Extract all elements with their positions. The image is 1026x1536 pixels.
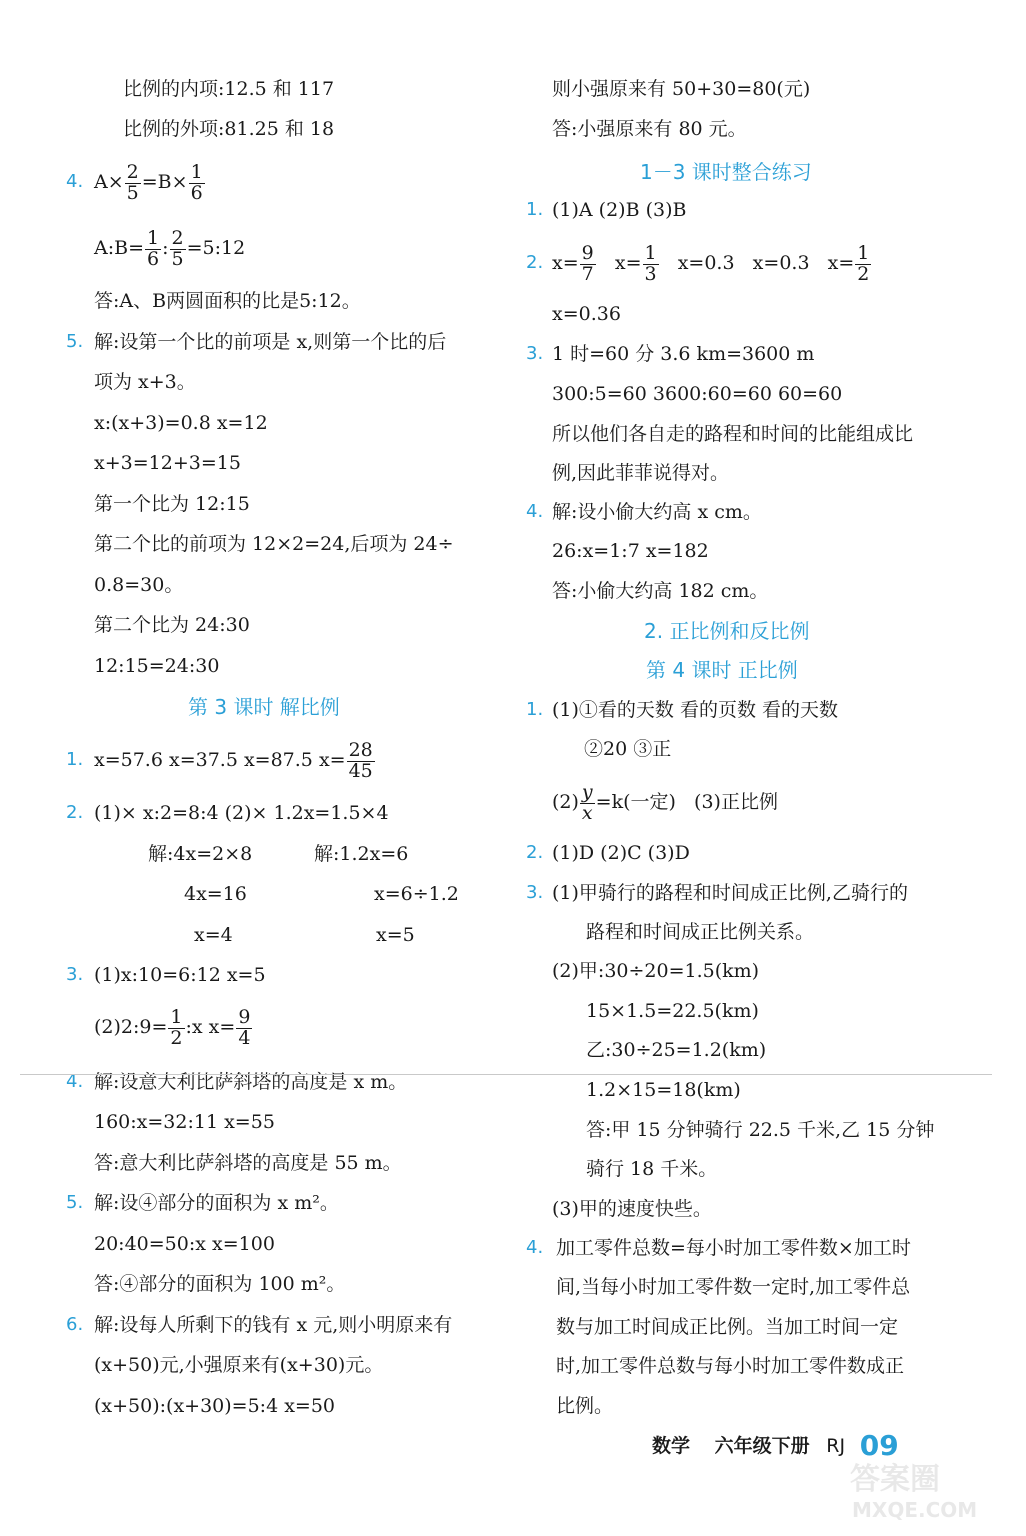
page-number: 09 xyxy=(859,1429,899,1462)
text-line: (1)A (2)B (3)B xyxy=(552,199,687,221)
text-line: 1.2×15=18(km) xyxy=(586,1079,741,1101)
text-line: 160:x=32:11 x=55 xyxy=(94,1111,275,1133)
fraction: $\frac{1}{6}$ xyxy=(147,226,160,270)
question-number: 3. xyxy=(526,882,544,903)
text-line: 比例。 xyxy=(556,1395,614,1417)
text-line: x=4 xyxy=(194,924,233,946)
equation-line: A× $\frac{2}{5}$ =B× $\frac{1}{6}$ xyxy=(94,160,203,204)
question-number: 1. xyxy=(66,749,84,770)
watermark-logo xyxy=(840,1455,1000,1525)
section-heading: 第 4 课时 正比例 xyxy=(646,658,798,682)
text-line: ②20 ③正 xyxy=(584,738,672,760)
equation-line: x=57.6 x=37.5 x=87.5 x= $\frac{28}{45}$ xyxy=(94,738,373,782)
question-number: 4. xyxy=(66,171,84,192)
text-line: 例,因此菲菲说得对。 xyxy=(552,462,730,484)
text-line: (1)D (2)C (3)D xyxy=(552,842,690,864)
text-line: 则小强原来有 50+30=80(元) xyxy=(552,78,811,100)
question-number: 4. xyxy=(526,501,544,522)
fold-divider xyxy=(20,1074,992,1075)
text-line: 第二个比为 24:30 xyxy=(94,614,250,636)
question-number: 3. xyxy=(66,964,84,985)
text-line: (2)甲:30÷20=1.5(km) xyxy=(552,960,760,982)
equation-line: (2) $\frac{y}{x}$ =k(一定) (3)正比例 xyxy=(552,780,778,824)
text-line: (x+50):(x+30)=5:4 x=50 xyxy=(94,1395,336,1417)
answer-line: 答:④部分的面积为 100 m²。 xyxy=(94,1273,346,1295)
text-line: 加工零件总数=每小时加工零件数×加工时 xyxy=(556,1237,911,1259)
watermark-text: 答案圈 xyxy=(850,1462,940,1497)
question-number: 4. xyxy=(66,1071,84,1092)
question-number: 4. xyxy=(526,1237,544,1258)
question-number: 5. xyxy=(66,1192,84,1213)
text-line: 12:15=24:30 xyxy=(94,655,220,677)
footer-subject: 数学 xyxy=(652,1435,691,1457)
text-line: 第二个比的前项为 12×2=24,后项为 24÷ xyxy=(94,533,454,555)
footer-edition: RJ xyxy=(826,1435,846,1457)
text-line: (3)甲的速度快些。 xyxy=(552,1198,712,1220)
text-line: 解:1.2x=6 xyxy=(314,843,409,865)
text-line: 解:设第一个比的前项是 x,则第一个比的后 xyxy=(94,331,447,353)
answer-line: 答:意大利比萨斜塔的高度是 55 m。 xyxy=(94,1152,402,1174)
text-line: x:(x+3)=0.8 x=12 xyxy=(94,412,268,434)
question-number: 6. xyxy=(66,1314,84,1335)
text-line: 解:设每人所剩下的钱有 x 元,则小明原来有 xyxy=(94,1314,453,1336)
text-line: x=0.36 xyxy=(552,303,621,325)
fraction: $\frac{1}{2}$ xyxy=(857,241,870,285)
section-heading: 1－3 课时整合练习 xyxy=(640,160,812,184)
answer-line: 答:小偷大约高 182 cm。 xyxy=(552,580,769,602)
text-line: x=5 xyxy=(376,924,415,946)
fraction: $\frac{28}{45}$ xyxy=(348,738,373,782)
answer-line: 答:A、B两圆面积的比是5:12。 xyxy=(94,290,361,312)
left-column xyxy=(60,0,530,1536)
text-line: 比例的外项:81.25 和 18 xyxy=(123,118,335,140)
text-line: x=6÷1.2 xyxy=(374,883,459,905)
fraction: $\frac{9}{7}$ xyxy=(581,241,594,285)
text-line: 乙:30÷25=1.2(km) xyxy=(586,1039,767,1061)
right-column xyxy=(522,0,992,1536)
text-line: 300:5=60 3600:60=60 60=60 xyxy=(552,383,843,405)
text-line: 20:40=50:x x=100 xyxy=(94,1233,275,1255)
text-line: 15×1.5=22.5(km) xyxy=(586,1000,759,1022)
text-line: 1 时=60 分 3.6 km=3600 m xyxy=(552,343,815,365)
fraction: $\frac{1}{6}$ xyxy=(190,160,203,204)
text-line: 所以他们各自走的路程和时间的比能组成比 xyxy=(552,423,914,445)
equation-line: x= $\frac{9}{7}$ x= $\frac{1}{3}$ x=0.3 x=0.3 x= $\frac{1}{2}$ xyxy=(552,241,870,285)
answer-line: 答:小强原来有 80 元。 xyxy=(552,118,747,140)
text-line: (1)甲骑行的路程和时间成正比例,乙骑行的 xyxy=(552,882,908,904)
text-line: 时,加工零件总数与每小时加工零件数成正 xyxy=(556,1355,905,1377)
question-number: 2. xyxy=(66,802,84,823)
equation-line: A:B= $\frac{1}{6}$ : $\frac{2}{5}$ =5:12 xyxy=(94,226,246,270)
text-line: (1)× x:2=8:4 (2)× 1.2x=1.5×4 xyxy=(94,802,389,824)
fraction: $\frac{9}{4}$ xyxy=(238,1005,251,1049)
text-line: (1)x:10=6:12 x=5 xyxy=(94,964,266,986)
section-heading: 2. 正比例和反比例 xyxy=(644,619,810,643)
text-line: 解:设意大利比萨斜塔的高度是 x m。 xyxy=(94,1071,408,1093)
fraction: $\frac{y}{x}$ xyxy=(581,780,593,824)
equation-line: (2)2:9= $\frac{1}{2}$ :x x= $\frac{9}{4}$ xyxy=(94,1005,251,1049)
text-line: 第一个比为 12:15 xyxy=(94,493,250,515)
text-line: 解:4x=2×8 xyxy=(148,843,253,865)
fraction: $\frac{1}{3}$ xyxy=(644,241,657,285)
text-line: x+3=12+3=15 xyxy=(94,452,241,474)
text-line: 4x=16 xyxy=(184,883,247,905)
text-line: (1)①看的天数 看的页数 看的天数 xyxy=(552,699,838,721)
question-number: 1. xyxy=(526,199,544,220)
text-line: 间,当每小时加工零件数一定时,加工零件总 xyxy=(556,1276,911,1298)
section-heading: 第 3 课时 解比例 xyxy=(188,695,340,719)
fraction: $\frac{2}{5}$ xyxy=(126,160,139,204)
question-number: 5. xyxy=(66,331,84,352)
text-line: 解:设小偷大约高 x cm。 xyxy=(552,501,762,523)
question-number: 3. xyxy=(526,343,544,364)
question-number: 2. xyxy=(526,252,544,273)
text-line: 26:x=1:7 x=182 xyxy=(552,540,709,562)
question-number: 2. xyxy=(526,842,544,863)
fraction: $\frac{2}{5}$ xyxy=(171,226,184,270)
text-line: 项为 x+3。 xyxy=(94,371,196,393)
text-line: 解:设④部分的面积为 x m²。 xyxy=(94,1192,339,1214)
question-number: 1. xyxy=(526,699,544,720)
answer-line: 答:甲 15 分钟骑行 22.5 千米,乙 15 分钟 xyxy=(586,1119,935,1141)
answer-line: 骑行 18 千米。 xyxy=(586,1158,718,1180)
text-line: 比例的内项:12.5 和 117 xyxy=(123,78,335,100)
text-line: 路程和时间成正比例关系。 xyxy=(586,921,815,943)
text-line: 数与加工时间成正比例。当加工时间一定 xyxy=(556,1316,899,1338)
watermark-url: MXQE.COM xyxy=(852,1498,978,1522)
text-line: 0.8=30。 xyxy=(94,574,184,596)
text-line: (x+50)元,小强原来有(x+30)元。 xyxy=(94,1354,384,1376)
fraction: $\frac{1}{2}$ xyxy=(170,1005,183,1049)
footer-grade: 六年级下册 xyxy=(714,1435,810,1457)
